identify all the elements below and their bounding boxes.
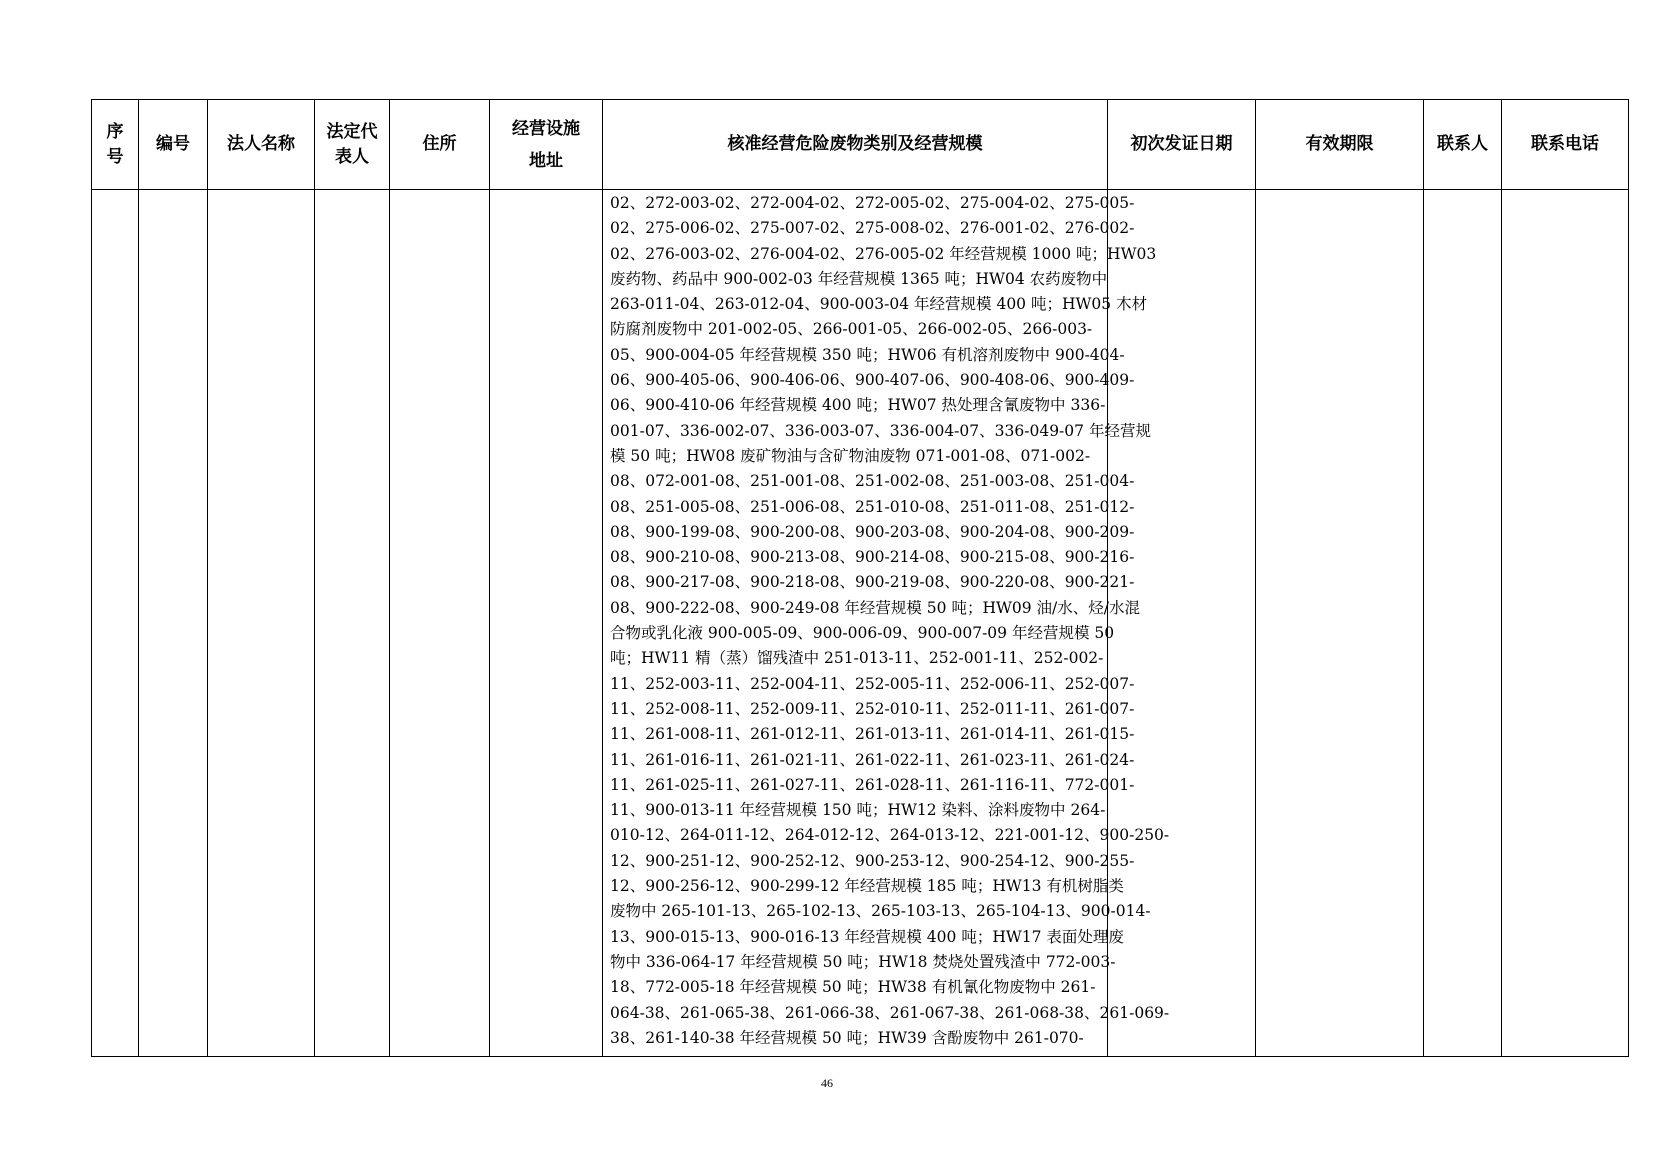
header-phone: 联系电话 <box>1502 100 1629 190</box>
header-legal-rep-label: 法定代表人 <box>326 121 378 167</box>
hazardous-waste-license-table <box>91 99 1629 1057</box>
cell-address <box>390 190 490 1057</box>
cell-facility-address <box>490 190 603 1057</box>
header-seq-label: 序号 <box>106 121 124 167</box>
scope-line: 05、900-004-05 年经营规模 350 吨；HW06 有机溶剂废物中 900-404- <box>610 345 1125 364</box>
scope-line: 11、252-008-11、252-009-11、252-010-11、252-011-11、261-007- <box>610 699 1135 718</box>
scope-line: 12、900-256-12、900-299-12 年经营规模 185 吨；HW13 有机树脂类 <box>610 877 1124 896</box>
table-row <box>92 190 1629 1057</box>
scope-line: 02、272-003-02、272-004-02、272-005-02、275-004-02、275-005- <box>610 194 1135 212</box>
scope-line: 02、276-003-02、276-004-02、276-005-02 年经营规模 1000 吨；HW03 <box>610 244 1157 263</box>
header-number: 编号 <box>139 100 208 190</box>
cell-number <box>139 190 208 1057</box>
scope-line: 废药物、药品中 900-002-03 年经营规模 1365 吨；HW04 农药废物中 <box>610 269 1108 288</box>
scope-line: 18、772-005-18 年经营规模 50 吨；HW38 有机氰化物废物中 261- <box>610 978 1096 997</box>
scope-line: 064-38、261-065-38、261-066-38、261-067-38、261-068-38、261-069- <box>610 1003 1170 1022</box>
scope-line: 12、900-251-12、900-252-12、900-253-12、900-254-12、900-255- <box>610 851 1135 870</box>
header-contact: 联系人 <box>1424 100 1502 190</box>
cell-legal-name <box>208 190 315 1057</box>
cell-approved-scope <box>603 190 1170 1057</box>
cell-seq <box>92 190 139 1057</box>
header-validity: 有效期限 <box>1256 100 1424 190</box>
scope-line: 11、900-013-11 年经营规模 150 吨；HW12 染料、涂料废物中 264- <box>610 801 1106 820</box>
scope-line: 001-07、336-002-07、336-003-07、336-004-07、336-049-07 年经营规 <box>610 421 1151 440</box>
scope-line: 08、072-001-08、251-001-08、251-002-08、251-003-08、251-004- <box>610 472 1135 491</box>
scope-line: 06、900-410-06 年经营规模 400 吨；HW07 热处理含氰废物中 336- <box>610 396 1106 415</box>
scope-line: 11、261-025-11、261-027-11、261-028-11、261-116-11、772-001- <box>610 775 1135 794</box>
cell-contact <box>1424 190 1502 1057</box>
table-header-row <box>92 100 1629 190</box>
scope-line: 13、900-015-13、900-016-13 年经营规模 400 吨；HW17 表面处理废 <box>610 927 1124 946</box>
page-number: 46 <box>821 1076 833 1090</box>
scope-line: 合物或乳化液 900-005-09、900-006-09、900-007-09 年经营规模 50 <box>610 624 1115 643</box>
scope-line: 吨；HW11 精（蒸）馏残渣中 251-013-11、252-001-11、252-002- <box>610 649 1104 668</box>
scope-line: 06、900-405-06、900-406-06、900-407-06、900-408-06、900-409- <box>610 371 1135 390</box>
scope-line: 02、275-006-02、275-007-02、275-008-02、276-001-02、276-002- <box>610 219 1135 238</box>
scope-line: 08、251-005-08、251-006-08、251-010-08、251-011-08、251-012- <box>610 497 1135 516</box>
header-address: 住所 <box>390 100 490 190</box>
cell-validity <box>1256 190 1424 1057</box>
scope-line: 08、900-199-08、900-200-08、900-203-08、900-204-08、900-209- <box>610 522 1135 541</box>
cell-phone <box>1502 190 1629 1057</box>
scope-line: 08、900-210-08、900-213-08、900-214-08、900-215-08、900-216- <box>610 548 1135 567</box>
cell-first-issue-date <box>1108 190 1256 1057</box>
cell-legal-rep <box>315 190 390 1057</box>
scope-line: 物中 336-064-17 年经营规模 50 吨；HW18 焚烧处置残渣中 772-003- <box>610 952 1116 971</box>
scope-line: 263-011-04、263-012-04、900-003-04 年经营规模 400 吨；HW05 木材 <box>610 295 1148 314</box>
scope-line: 11、261-008-11、261-012-11、261-013-11、261-014-11、261-015- <box>610 725 1135 744</box>
header-seq <box>92 100 139 190</box>
scope-line: 08、900-217-08、900-218-08、900-219-08、900-220-08、900-221- <box>610 573 1135 592</box>
scope-line: 11、261-016-11、261-021-11、261-022-11、261-023-11、261-024- <box>610 750 1135 769</box>
header-legal-rep <box>315 100 390 190</box>
header-facility-address-label: 经营设施地址 <box>512 118 580 171</box>
scope-line: 防腐剂废物中 201-002-05、266-001-05、266-002-05、266-003- <box>610 320 1093 339</box>
scope-line: 废物中 265-101-13、265-102-13、265-103-13、265-104-13、900-014- <box>610 902 1151 921</box>
scope-line: 08、900-222-08、900-249-08 年经营规模 50 吨；HW09 油/水、烃/水混 <box>610 598 1141 617</box>
scope-text <box>603 190 1170 1051</box>
header-facility-address <box>490 100 603 190</box>
header-first-issue-date: 初次发证日期 <box>1108 100 1256 190</box>
scope-line: 11、252-003-11、252-004-11、252-005-11、252-006-11、252-007- <box>610 674 1135 693</box>
header-approved-scope: 核准经营危险废物类别及经营规模 <box>603 100 1108 190</box>
scope-line: 010-12、264-011-12、264-012-12、264-013-12、221-001-12、900-250- <box>610 826 1170 845</box>
scope-line: 38、261-140-38 年经营规模 50 吨；HW39 含酚废物中 261-070- <box>610 1028 1084 1047</box>
header-legal-name: 法人名称 <box>208 100 315 190</box>
scope-line: 模 50 吨；HW08 废矿物油与含矿物油废物 071-001-08、071-002- <box>610 446 1091 465</box>
